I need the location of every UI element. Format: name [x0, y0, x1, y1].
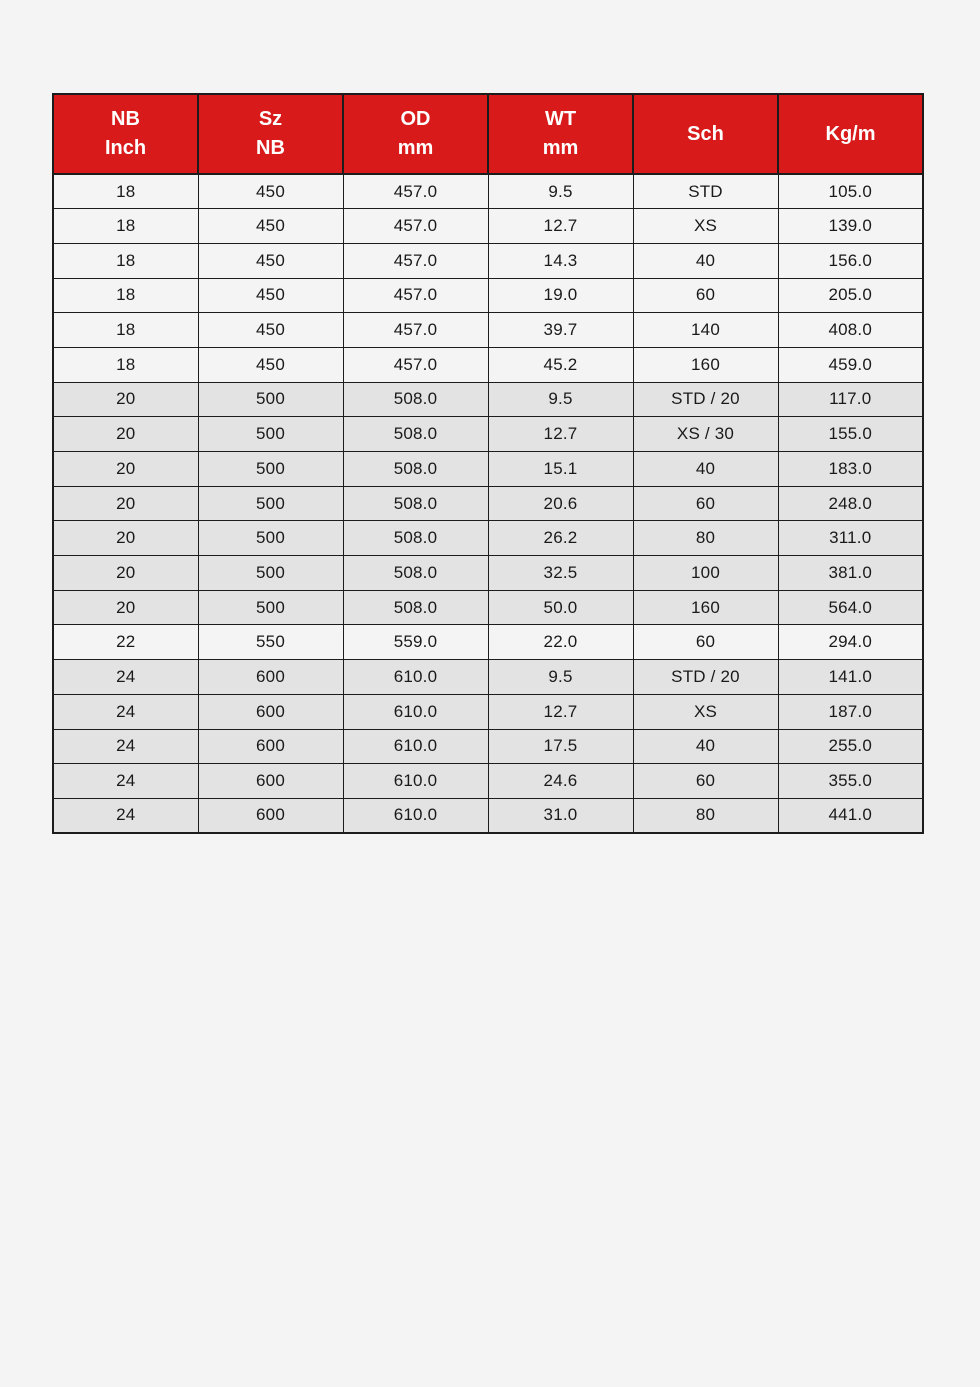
cell-sz_nb: 450: [198, 347, 343, 382]
cell-od_mm: 610.0: [343, 660, 488, 695]
cell-wt_mm: 20.6: [488, 486, 633, 521]
column-header-od_mm: [343, 94, 488, 174]
cell-kg_m: 205.0: [778, 278, 923, 313]
cell-nb_inch: 20: [53, 452, 198, 487]
cell-nb_inch: 20: [53, 521, 198, 556]
cell-od_mm: 610.0: [343, 694, 488, 729]
column-header-sch: [633, 94, 778, 174]
cell-nb_inch: 20: [53, 590, 198, 625]
cell-kg_m: 441.0: [778, 798, 923, 833]
cell-od_mm: 610.0: [343, 764, 488, 799]
cell-nb_inch: 20: [53, 417, 198, 452]
column-header-line1: WT: [544, 108, 577, 130]
cell-od_mm: 457.0: [343, 313, 488, 348]
cell-wt_mm: 9.5: [488, 174, 633, 209]
table-row: [53, 452, 923, 487]
cell-od_mm: 508.0: [343, 486, 488, 521]
cell-sch: XS: [633, 209, 778, 244]
cell-od_mm: 508.0: [343, 452, 488, 487]
table-row: [53, 313, 923, 348]
cell-sch: 160: [633, 347, 778, 382]
table-row: [53, 625, 923, 660]
cell-wt_mm: 32.5: [488, 556, 633, 591]
cell-kg_m: 141.0: [778, 660, 923, 695]
table-row: [53, 729, 923, 764]
cell-wt_mm: 45.2: [488, 347, 633, 382]
column-header-kg_m: [778, 94, 923, 174]
table-row: [53, 798, 923, 833]
cell-kg_m: 355.0: [778, 764, 923, 799]
cell-sz_nb: 600: [198, 729, 343, 764]
table-row: [53, 486, 923, 521]
cell-sz_nb: 450: [198, 209, 343, 244]
cell-sch: STD / 20: [633, 382, 778, 417]
cell-kg_m: 564.0: [778, 590, 923, 625]
cell-kg_m: 155.0: [778, 417, 923, 452]
cell-sch: 140: [633, 313, 778, 348]
cell-sch: XS / 30: [633, 417, 778, 452]
cell-od_mm: 559.0: [343, 625, 488, 660]
cell-nb_inch: 24: [53, 764, 198, 799]
cell-od_mm: 457.0: [343, 278, 488, 313]
cell-sch: 100: [633, 556, 778, 591]
column-header-sz_nb: [198, 94, 343, 174]
cell-od_mm: 457.0: [343, 174, 488, 209]
cell-sz_nb: 550: [198, 625, 343, 660]
cell-kg_m: 117.0: [778, 382, 923, 417]
cell-od_mm: 610.0: [343, 798, 488, 833]
table-row: [53, 278, 923, 313]
cell-od_mm: 457.0: [343, 243, 488, 278]
column-header-line1: OD: [400, 108, 431, 130]
cell-wt_mm: 26.2: [488, 521, 633, 556]
cell-sz_nb: 500: [198, 590, 343, 625]
cell-wt_mm: 12.7: [488, 694, 633, 729]
cell-nb_inch: 18: [53, 278, 198, 313]
cell-sz_nb: 500: [198, 556, 343, 591]
pipe-specification-table: [52, 93, 924, 834]
table-row: [53, 660, 923, 695]
cell-kg_m: 248.0: [778, 486, 923, 521]
column-header-line2: NB: [256, 137, 285, 159]
table-body: [53, 174, 923, 833]
cell-od_mm: 457.0: [343, 347, 488, 382]
column-header-line2: Inch: [104, 137, 147, 159]
column-header-nb_inch: [53, 94, 198, 174]
cell-nb_inch: 18: [53, 347, 198, 382]
table-header-row: [53, 94, 923, 174]
table-row: [53, 243, 923, 278]
cell-sch: 60: [633, 278, 778, 313]
table-row: [53, 209, 923, 244]
cell-wt_mm: 15.1: [488, 452, 633, 487]
cell-nb_inch: 18: [53, 313, 198, 348]
cell-nb_inch: 20: [53, 382, 198, 417]
cell-sch: STD: [633, 174, 778, 209]
cell-nb_inch: 24: [53, 729, 198, 764]
cell-od_mm: 610.0: [343, 729, 488, 764]
cell-sch: 160: [633, 590, 778, 625]
cell-nb_inch: 18: [53, 209, 198, 244]
cell-nb_inch: 20: [53, 556, 198, 591]
table-row: [53, 174, 923, 209]
cell-od_mm: 508.0: [343, 521, 488, 556]
cell-wt_mm: 14.3: [488, 243, 633, 278]
cell-nb_inch: 20: [53, 486, 198, 521]
cell-kg_m: 139.0: [778, 209, 923, 244]
table-row: [53, 764, 923, 799]
cell-kg_m: 156.0: [778, 243, 923, 278]
cell-od_mm: 508.0: [343, 417, 488, 452]
cell-sz_nb: 500: [198, 417, 343, 452]
cell-kg_m: 459.0: [778, 347, 923, 382]
cell-sch: 60: [633, 764, 778, 799]
cell-sz_nb: 500: [198, 382, 343, 417]
column-header-line1: Sch: [687, 122, 724, 145]
cell-sch: XS: [633, 694, 778, 729]
cell-wt_mm: 50.0: [488, 590, 633, 625]
cell-nb_inch: 18: [53, 174, 198, 209]
cell-wt_mm: 31.0: [488, 798, 633, 833]
column-header-line1: NB: [111, 108, 140, 130]
cell-kg_m: 187.0: [778, 694, 923, 729]
table-row: [53, 347, 923, 382]
cell-nb_inch: 24: [53, 694, 198, 729]
cell-sz_nb: 500: [198, 452, 343, 487]
cell-od_mm: 508.0: [343, 382, 488, 417]
cell-kg_m: 294.0: [778, 625, 923, 660]
cell-wt_mm: 22.0: [488, 625, 633, 660]
cell-sz_nb: 500: [198, 521, 343, 556]
cell-od_mm: 508.0: [343, 556, 488, 591]
table-row: [53, 556, 923, 591]
table-row: [53, 417, 923, 452]
cell-kg_m: 255.0: [778, 729, 923, 764]
cell-sch: 40: [633, 452, 778, 487]
cell-sz_nb: 600: [198, 764, 343, 799]
table-row: [53, 590, 923, 625]
cell-kg_m: 183.0: [778, 452, 923, 487]
cell-kg_m: 311.0: [778, 521, 923, 556]
cell-sz_nb: 450: [198, 174, 343, 209]
table-row: [53, 382, 923, 417]
cell-od_mm: 508.0: [343, 590, 488, 625]
cell-wt_mm: 12.7: [488, 209, 633, 244]
column-header-line2: mm: [397, 137, 434, 159]
cell-sz_nb: 600: [198, 660, 343, 695]
cell-wt_mm: 9.5: [488, 660, 633, 695]
cell-wt_mm: 24.6: [488, 764, 633, 799]
table-row: [53, 694, 923, 729]
cell-sch: 80: [633, 798, 778, 833]
cell-sz_nb: 450: [198, 243, 343, 278]
cell-nb_inch: 22: [53, 625, 198, 660]
cell-sz_nb: 450: [198, 313, 343, 348]
cell-sch: STD / 20: [633, 660, 778, 695]
cell-nb_inch: 24: [53, 660, 198, 695]
cell-sch: 40: [633, 729, 778, 764]
cell-nb_inch: 18: [53, 243, 198, 278]
cell-sch: 80: [633, 521, 778, 556]
cell-wt_mm: 12.7: [488, 417, 633, 452]
cell-wt_mm: 17.5: [488, 729, 633, 764]
cell-wt_mm: 9.5: [488, 382, 633, 417]
column-header-line1: Sz: [258, 108, 283, 130]
cell-sch: 60: [633, 625, 778, 660]
cell-wt_mm: 19.0: [488, 278, 633, 313]
cell-sz_nb: 450: [198, 278, 343, 313]
spec-table-container: [52, 93, 920, 834]
cell-kg_m: 381.0: [778, 556, 923, 591]
cell-nb_inch: 24: [53, 798, 198, 833]
cell-od_mm: 457.0: [343, 209, 488, 244]
cell-wt_mm: 39.7: [488, 313, 633, 348]
column-header-line1: Kg/m: [825, 122, 876, 145]
cell-sz_nb: 600: [198, 798, 343, 833]
cell-sch: 60: [633, 486, 778, 521]
cell-sz_nb: 600: [198, 694, 343, 729]
cell-sch: 40: [633, 243, 778, 278]
cell-sz_nb: 500: [198, 486, 343, 521]
table-row: [53, 521, 923, 556]
table-header: [53, 94, 923, 174]
column-header-wt_mm: [488, 94, 633, 174]
cell-kg_m: 408.0: [778, 313, 923, 348]
column-header-line2: mm: [542, 137, 579, 159]
cell-kg_m: 105.0: [778, 174, 923, 209]
